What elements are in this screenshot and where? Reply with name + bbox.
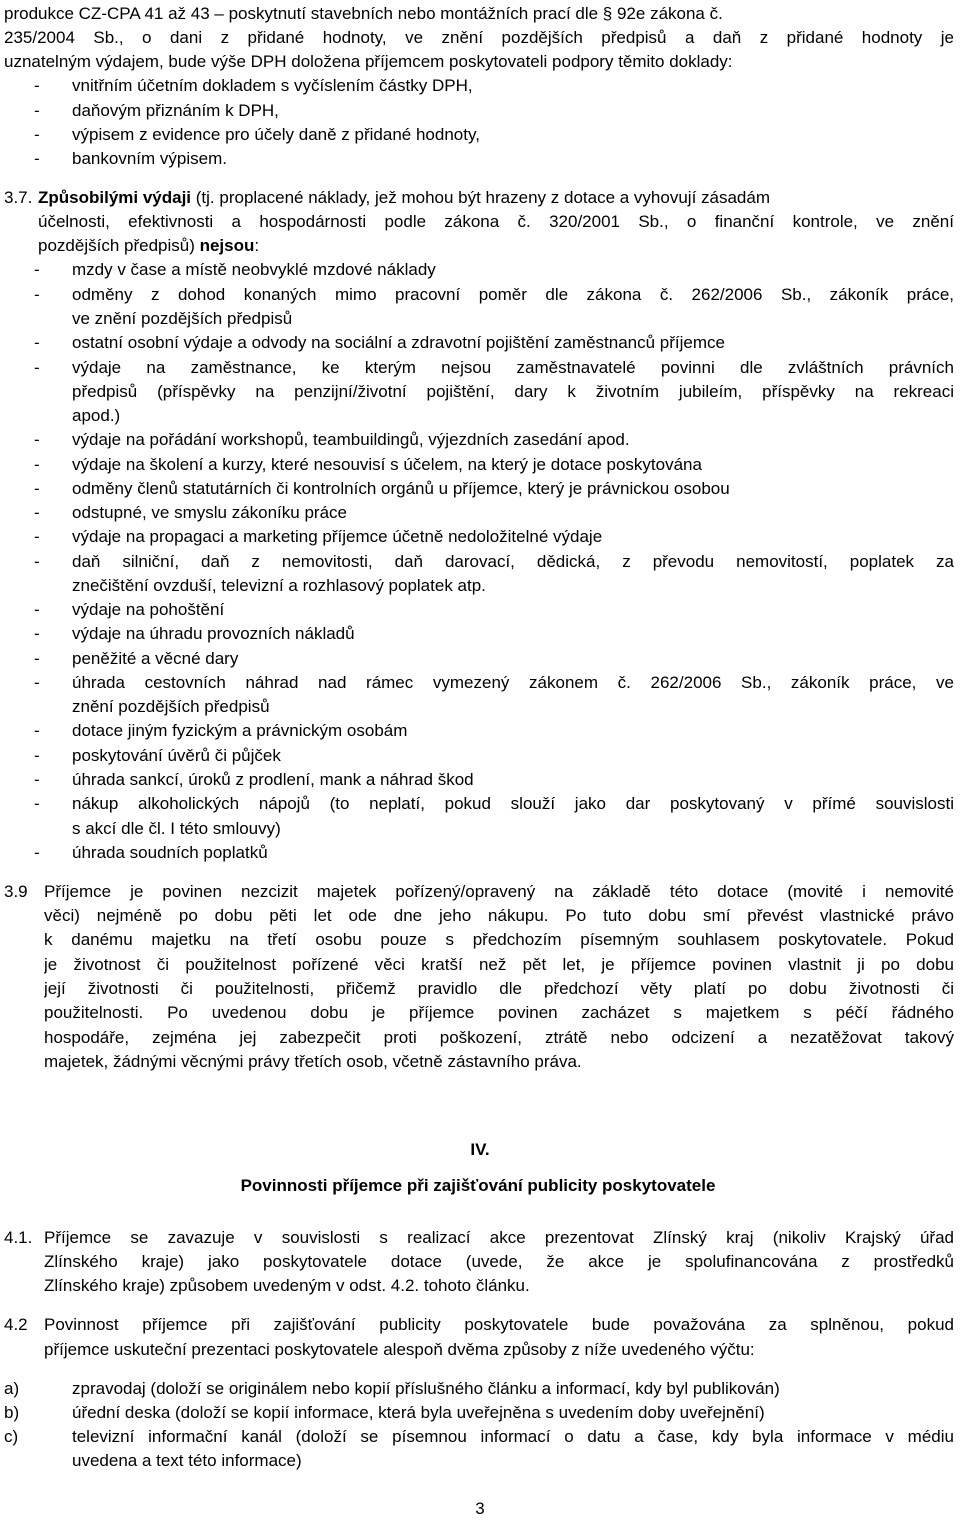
list-item-cont: ve znění pozdějších předpisů — [72, 309, 293, 328]
list-item: peněžité a věcné dary — [72, 649, 239, 668]
list-dash: - — [34, 794, 40, 813]
list-item: úhrada sankcí, úroků z prodlení, mank a náhrad škod — [72, 770, 474, 789]
section-title: Způsobilými výdaji — [38, 188, 192, 207]
list-dash: - — [34, 624, 40, 643]
list-item: televizní informační kanál (doloží se písemnou informací o datu a čase, kdy byla informace v médiu — [72, 1427, 954, 1446]
text-line: produkce CZ-CPA 41 až 43 – poskytnutí stavebních nebo montážních prací dle § 92e zákona č. — [4, 4, 723, 23]
list-item: poskytování úvěrů či půjček — [72, 746, 281, 765]
list-item: výdaje na pohoštění — [72, 600, 225, 619]
list-marker: b) — [4, 1403, 20, 1422]
list-dash: - — [34, 285, 40, 304]
section-3-7-first-line — [38, 188, 954, 208]
text-span: pozdějších předpisů) — [38, 236, 200, 255]
section-number: 4.2 — [4, 1315, 28, 1334]
list-dash: - — [34, 600, 40, 619]
list-dash: - — [34, 333, 40, 352]
text-span: (tj. proplacené náklady, jež mohou být hrazeny z dotace a vyhovují zásadám — [191, 188, 770, 207]
text-line: její životnosti či použitelnosti, přičemž pravidlo dle předchozí věty platí po dobu životnosti či — [44, 979, 954, 998]
list-item: ostatní osobní výdaje a odvody na sociální a zdravotní pojištění zaměstnanců příjemce — [72, 333, 725, 352]
list-item: úhrada cestovních náhrad nad rámec vymezený zákonem č. 262/2006 Sb., zákoník práce, ve — [72, 673, 954, 692]
text-line: Příjemce je povinen nezcizit majetek pořízený/opravený na základě této dotace (movité i nemovité — [44, 882, 954, 901]
text-line: účelnosti, efektivnosti a hospodárnosti podle zákona č. 320/2001 Sb., o finanční kontrole, ve znění — [38, 212, 954, 231]
list-dash: - — [34, 721, 40, 740]
text-line: uznatelným výdajem, bude výše DPH doložena příjemcem poskytovateli podpory těmito doklady: — [4, 52, 733, 71]
text-line: k danému majetku na třetí osobu pouze s předchozím písemným souhlasem poskytovatele. Pokud — [44, 930, 954, 949]
list-dash: - — [34, 503, 40, 522]
list-item: odstupné, ve smyslu zákoníku práce — [72, 503, 347, 522]
list-dash: - — [34, 527, 40, 546]
list-item: výdaje na pořádání workshopů, teambuildingů, výjezdních zasedání apod. — [72, 430, 630, 449]
text-line: Zlínského kraje) způsobem uvedeným v odst. 4.2. tohoto článku. — [44, 1276, 530, 1295]
section-number: 3.9 — [4, 882, 28, 901]
list-item: výdaje na školení a kurzy, které nesouvisí s účelem, na který je dotace poskytována — [72, 455, 702, 474]
list-dash: - — [34, 149, 40, 168]
article-title: Povinnosti příjemce při zajišťování publicity poskytovatele — [240, 1176, 716, 1195]
list-item: dotace jiným fyzickým a právnickým osobám — [72, 721, 408, 740]
text-line: hospodáře, zejména jej zabezpečit proti poškození, ztrátě nebo odcizení a nezatěžovat takový — [44, 1028, 954, 1047]
list-item: výdaje na úhradu provozních nákladů — [72, 624, 355, 643]
text-line: věci) nejméně po dobu pěti let ode dne jeho nákupu. Po tuto dobu smí převést vlastnické právo — [44, 906, 954, 925]
section-number: 3.7. — [4, 188, 33, 207]
page-number: 3 — [475, 1499, 485, 1518]
list-dash: - — [34, 843, 40, 862]
text-span: : — [254, 236, 260, 255]
list-item: výpisem z evidence pro účely daně z přidané hodnoty, — [72, 125, 480, 144]
list-dash: - — [34, 673, 40, 692]
list-dash: - — [34, 101, 40, 120]
list-marker: a) — [4, 1379, 20, 1398]
list-item: mzdy v čase a místě neobvyklé mzdové náklady — [72, 260, 436, 279]
list-item: nákup alkoholických nápojů (to neplatí, pokud slouží jako dar poskytovaný v přímé souvislosti — [72, 794, 954, 813]
list-item-cont: uvedena a text této informace) — [72, 1451, 302, 1470]
list-item: daň silniční, daň z nemovitosti, daň darovací, dědická, z převodu nemovitostí, poplatek za — [72, 552, 954, 571]
text-line: příjemce uskuteční prezentaci poskytovatele alespoň dvěma způsoby z níže uvedeného výčtu: — [44, 1340, 755, 1359]
text-line: Příjemce se zavazuje v souvislosti s realizací akce prezentovat Zlínský kraj (nikoliv Krajský úřad — [44, 1228, 954, 1247]
text-line: použitelnosti. Po uvedenou dobu je příjemce povinen zacházet s majetkem s péčí řádného — [44, 1003, 954, 1022]
list-dash: - — [34, 770, 40, 789]
list-item: výdaje na zaměstnance, ke kterým nejsou zaměstnavatelé povinni dle zvláštních právních — [72, 358, 954, 377]
list-marker: c) — [4, 1427, 19, 1446]
list-item: bankovním výpisem. — [72, 149, 227, 168]
article-number: IV. — [470, 1140, 490, 1159]
list-dash: - — [34, 260, 40, 279]
list-item-cont: předpisů (příspěvky na penzijní/životní pojištění, dary k životním jubileím, příspěvky na rekreaci — [72, 382, 954, 401]
text-line: majetek, žádnými věcnými právy třetích osob, včetně zástavního práva. — [44, 1052, 582, 1071]
list-item: zpravodaj (doloží se originálem nebo kopií příslušného článku a informací, kdy byl publikován) — [72, 1379, 780, 1398]
list-item: odměny členů statutárních či kontrolních orgánů u příjemce, který je právnickou osobou — [72, 479, 730, 498]
section-number: 4.1. — [4, 1228, 33, 1247]
list-item: úřední deska (doloží se kopií informace, která byla uveřejněna s uvedením doby uveřejnění) — [72, 1403, 765, 1422]
list-item: odměny z dohod konaných mimo pracovní poměr dle zákona č. 262/2006 Sb., zákoník práce, — [72, 285, 954, 304]
text-line: Zlínského kraje) jako poskytovatele dotace (uvede, že akce je spolufinancována z prostředků — [44, 1252, 954, 1271]
list-item: úhrada soudních poplatků — [72, 843, 268, 862]
list-dash: - — [34, 649, 40, 668]
text-line: Povinnost příjemce při zajišťování publicity poskytovatele bude považována za splněnou, pokud — [44, 1315, 954, 1334]
list-item-cont: s akcí dle čl. I této smlouvy) — [72, 819, 281, 838]
list-dash: - — [34, 479, 40, 498]
list-dash: - — [34, 746, 40, 765]
list-dash: - — [34, 552, 40, 571]
section-3-7-third-line — [38, 236, 259, 256]
list-dash: - — [34, 358, 40, 377]
text-line: je životnost či použitelnost pořízené věci kratší než pět let, je příjemce povinen vlastnit ji po dobu — [44, 955, 954, 974]
text-line: 235/2004 Sb., o dani z přidané hodnoty, ve znění pozdějších předpisů a daň z přidané hodnoty je — [4, 28, 954, 47]
list-dash: - — [34, 430, 40, 449]
list-item: vnitřním účetním dokladem s vyčíslením částky DPH, — [72, 76, 473, 95]
list-item: výdaje na propagaci a marketing příjemce účetně nedoložitelné výdaje — [72, 527, 603, 546]
list-item: daňovým přiznáním k DPH, — [72, 101, 279, 120]
list-item-cont: apod.) — [72, 406, 121, 425]
list-item-cont: znění pozdějších předpisů — [72, 697, 270, 716]
list-dash: - — [34, 76, 40, 95]
list-item-cont: znečištění ovzduší, televizní a rozhlasový poplatek atp. — [72, 576, 486, 595]
list-dash: - — [34, 125, 40, 144]
list-dash: - — [34, 455, 40, 474]
emphasis-nejsou: nejsou — [199, 236, 255, 255]
